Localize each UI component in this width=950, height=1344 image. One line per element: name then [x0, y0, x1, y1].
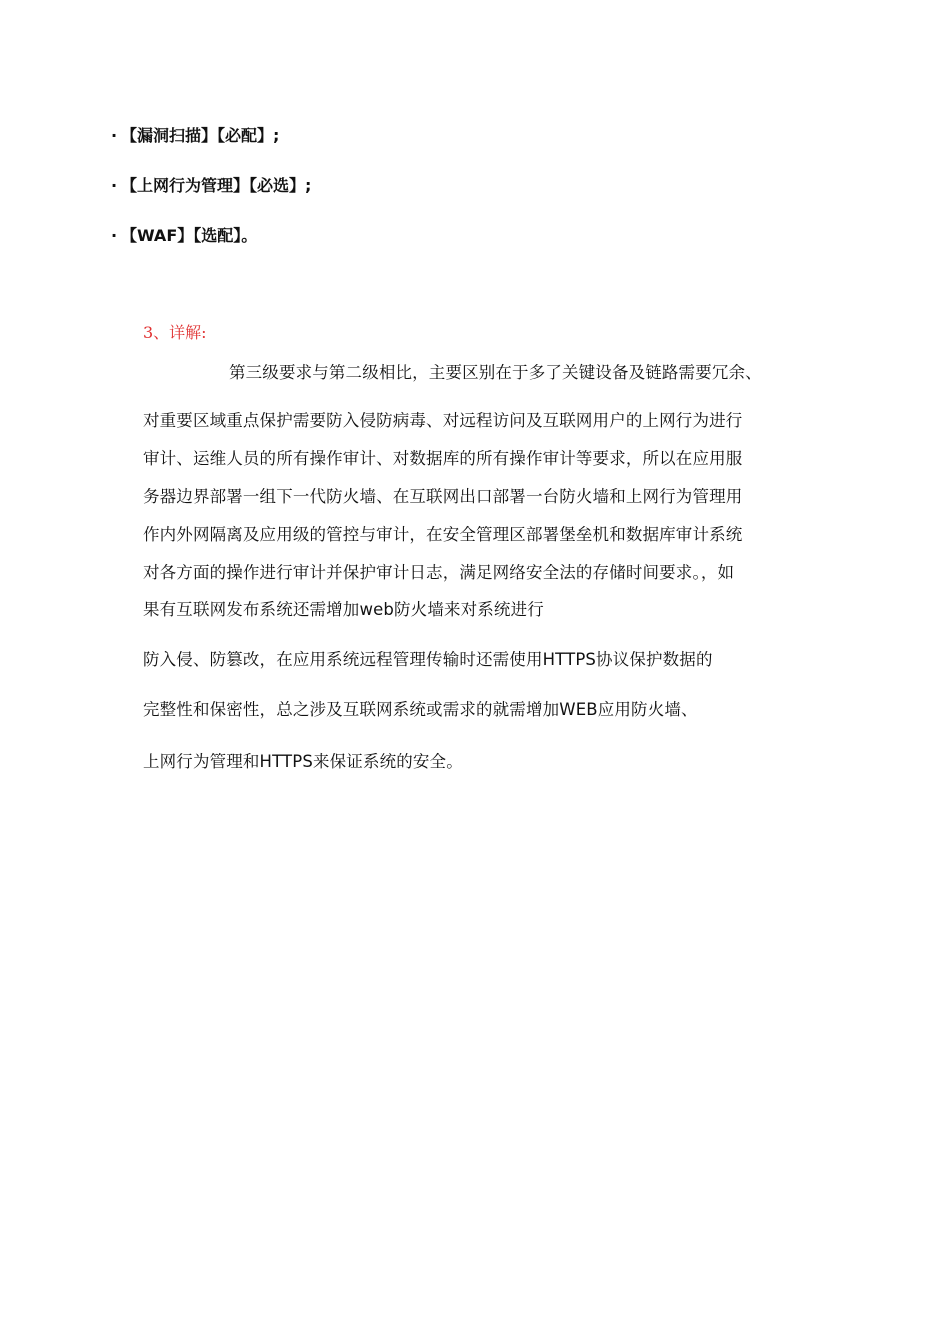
- paragraph-line: 审计、运维人员的所有操作审计、对数据库的所有操作审计等要求，所以在应用服: [143, 449, 743, 468]
- bullet-item-behavior-management: [111, 176, 311, 196]
- bullet-item-waf: [111, 226, 257, 246]
- bullet-text: 【漏洞扫描】【必配】;: [121, 126, 280, 145]
- paragraph-line: 对各方面的操作进行审计并保护审计日志，满足网络安全法的存储时间要求。，如: [143, 563, 735, 582]
- paragraph-line: 果有互联网发布系统还需增加web防火墙来对系统进行: [143, 600, 544, 619]
- paragraph-line: 完整性和保密性，总之涉及互联网系统或需求的就需增加WEB应用防火墙、: [143, 700, 698, 719]
- bullet-item-vulnerability-scan: [111, 126, 279, 146]
- paragraph-line: 对重要区域重点保护需要防入侵防病毒、对远程访问及互联网用户的上网行为进行: [143, 411, 743, 430]
- paragraph-line: 第三级要求与第二级相比，主要区别在于多了关键设备及链路需要冗余、: [229, 363, 762, 382]
- bullet-marker: ·: [111, 126, 118, 145]
- paragraph-line: 上网行为管理和HTTPS来保证系统的安全。: [143, 752, 463, 771]
- section-heading: 3、详解:: [143, 323, 207, 342]
- paragraph-line: 防入侵、防篡改，在应用系统远程管理传输时还需使用HTTPS协议保护数据的: [143, 650, 713, 669]
- paragraph-line: 务器边界部署一组下一代防火墙、在互联网出口部署一台防火墙和上网行为管理用: [143, 487, 743, 506]
- paragraph-line: 作内外网隔离及应用级的管控与审计，在安全管理区部署堡垒机和数据库审计系统: [143, 525, 743, 544]
- bullet-text: 【WAF】【选配】。: [121, 226, 258, 245]
- bullet-marker: ·: [111, 176, 118, 195]
- bullet-text: 【上网行为管理】【必选】;: [121, 176, 312, 195]
- bullet-marker: ·: [111, 226, 118, 245]
